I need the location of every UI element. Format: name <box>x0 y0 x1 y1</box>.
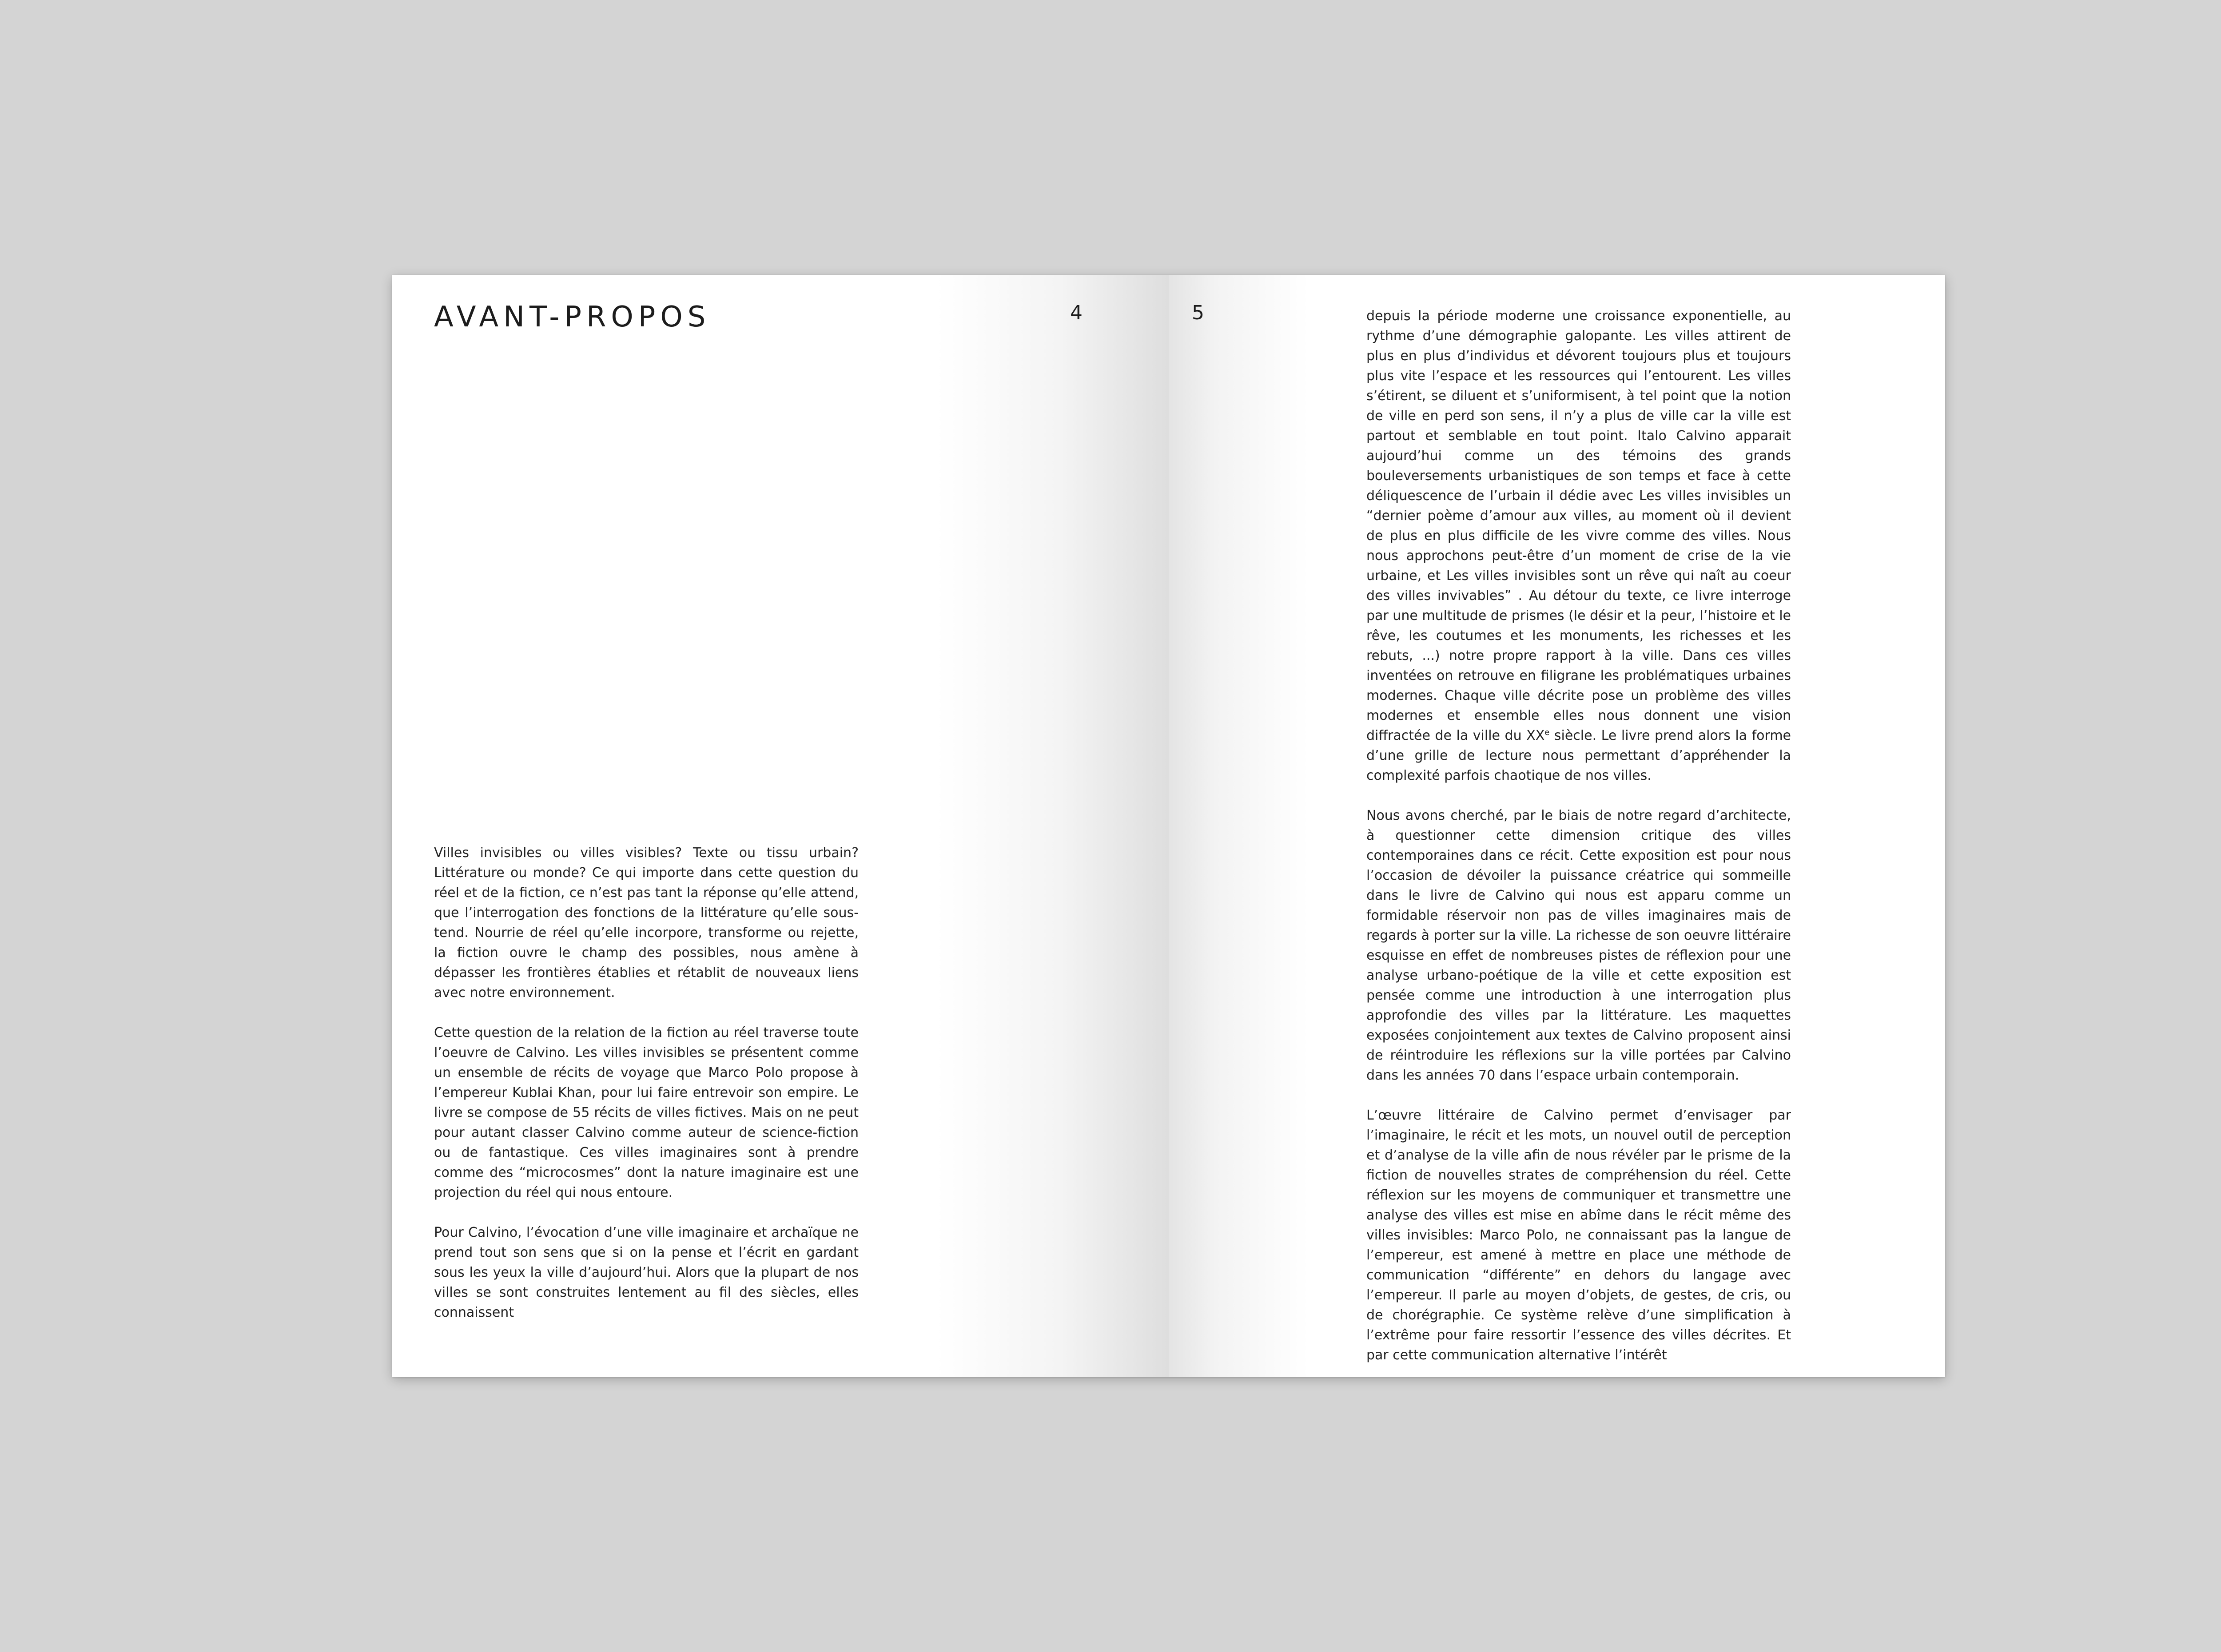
section-title: AVANT-PROPOS <box>434 301 711 334</box>
superscript: e <box>1544 728 1550 737</box>
paragraph-text: siècle. Le livre prend alors la forme d’une grille de lecture nous permettant d’appréhender la complexité parfois chaotique de nos villes. <box>1366 728 1791 783</box>
paragraph: Villes invisibles ou villes visibles? Texte ou tissu urbain? Littérature ou monde? Ce qui importe dans cette question du réel et de la fiction, ce n’est pas tant la réponse qu’elle attend, que l’interrogation des fonctions de la littérature qu’elle sous-tend. Nourrie de réel qu’elle incorpore, transforme ou rejette, la fiction ouvre le champ des possibles, nous amène à dépasser les frontières établies et rétablit de nouveaux liens avec notre environnement. <box>434 845 859 1001</box>
left-text-column <box>434 843 859 1322</box>
paragraph: L’œuvre littéraire de Calvino permet d’envisager par l’imaginaire, le récit et les mots, un nouvel outil de perception et d’analyse de la ville afin de nous révéler par le prisme de la fiction de nouvelles strates de compréhension du réel. Cette réflexion sur les moyens de communiquer et transmettre une analyse des villes est mise en abîme dans le récit même des villes invisibles: Marco Polo, ne connaissant pas la langue de l’empereur, est amené à mettre en place une méthode de communication “différente” en dehors du langage avec l’empereur. Il parle au moyen d’objets, de gestes, de cris, ou de chorégraphie. Ce système relève d’une simplification à l’extrême pour faire ressortir l’essence des villes décrites. Et par cette communication alternative l’intérêt <box>1366 1108 1791 1363</box>
paragraph: Cette question de la relation de la fiction au réel traverse toute l’oeuvre de Calvino. Les villes invisibles se présentent comme un ensemble de récits de voyage que Marco Polo propose à l’empereur Kublai Khan, pour lui faire entrevoir son empire. Le livre se compose de 55 récits de villes fictives. Mais on ne peut pour autant classer Calvino comme auteur de science-fiction ou de fantastique. Ces villes imaginaires sont à prendre comme des “microcosmes” dont la nature imaginaire est une projection du réel qui nous entoure. <box>434 1025 859 1200</box>
paragraph <box>1366 306 1791 786</box>
right-page <box>1169 275 1945 1377</box>
page-number-right: 5 <box>1192 302 1204 324</box>
left-page <box>392 275 1169 1377</box>
paragraph: Pour Calvino, l’évocation d’une ville imaginaire et archaïque ne prend tout son sens que si on la pense et l’écrit en gardant sous les yeux la ville d’aujourd’hui. Alors que la plupart de nos villes se sont construites lentement au fil des siècles, elles connaissent <box>434 1225 859 1320</box>
book-spread <box>392 275 1945 1377</box>
right-text-column <box>1366 306 1791 1365</box>
paragraph: Nous avons cherché, par le biais de notre regard d’architecte, à questionner cette dimension critique des villes contemporaines dans ce récit. Cette exposition est pour nous l’occasion de dévoiler la puissance créatrice qui sommeille dans le livre de Calvino qui nous est apparu comme un formidable réservoir non pas de villes imaginaires mais de regards à porter sur la ville. La richesse de son oeuvre littéraire esquisse en effet de nombreuses pistes de réflexion pour une analyse urbano-poétique de la ville et cette exposition est pensée comme une introduction à une interrogation plus approfondie des villes par la littérature. Les maquettes exposées conjointement aux textes de Calvino proposent ainsi de réintroduire les réflexions sur la ville portées par Calvino dans les années 70 dans l’espace urbain contemporain. <box>1366 808 1791 1083</box>
paragraph-text: depuis la période moderne une croissance exponentielle, au rythme d’une démographie galopante. Les villes attirent de plus en plus d’individus et dévorent toujours plus et toujours plus vite l’espace et les ressources qui l’entourent. Les villes s’étirent, se diluent et s’uniformisent, à tel point que la notion de ville en perd son sens, il n’y a plus de ville car la ville est partout et semblable en tout point. Italo Calvino apparait aujourd’hui comme un des témoins des grands bouleversements urbanistiques de son temps et face à cette déliquescence de l’urbain il dédie avec Les villes invisibles un “dernier poème d’amour aux villes, au moment où il devient de plus en plus difficile de les vivre comme des villes. Nous nous approchons peut-être d’un moment de crise de la vie urbaine, et Les villes invisibles sont un rêve qui naît au coeur des villes invivables” . Au détour du texte, ce livre interroge par une multitude de prismes (le désir et la peur, l’histoire et le rêve, les coutumes et les monuments, les richesses et les rebuts, ...) notre propre rapport à la ville. Dans ces villes inventées on retrouve en filigrane les problématiques urbaines modernes. Chaque ville décrite pose un problème des villes modernes et ensemble elles nous donnent une vision diffractée de la ville du XX <box>1366 308 1791 743</box>
page-number-left: 4 <box>1070 302 1083 324</box>
